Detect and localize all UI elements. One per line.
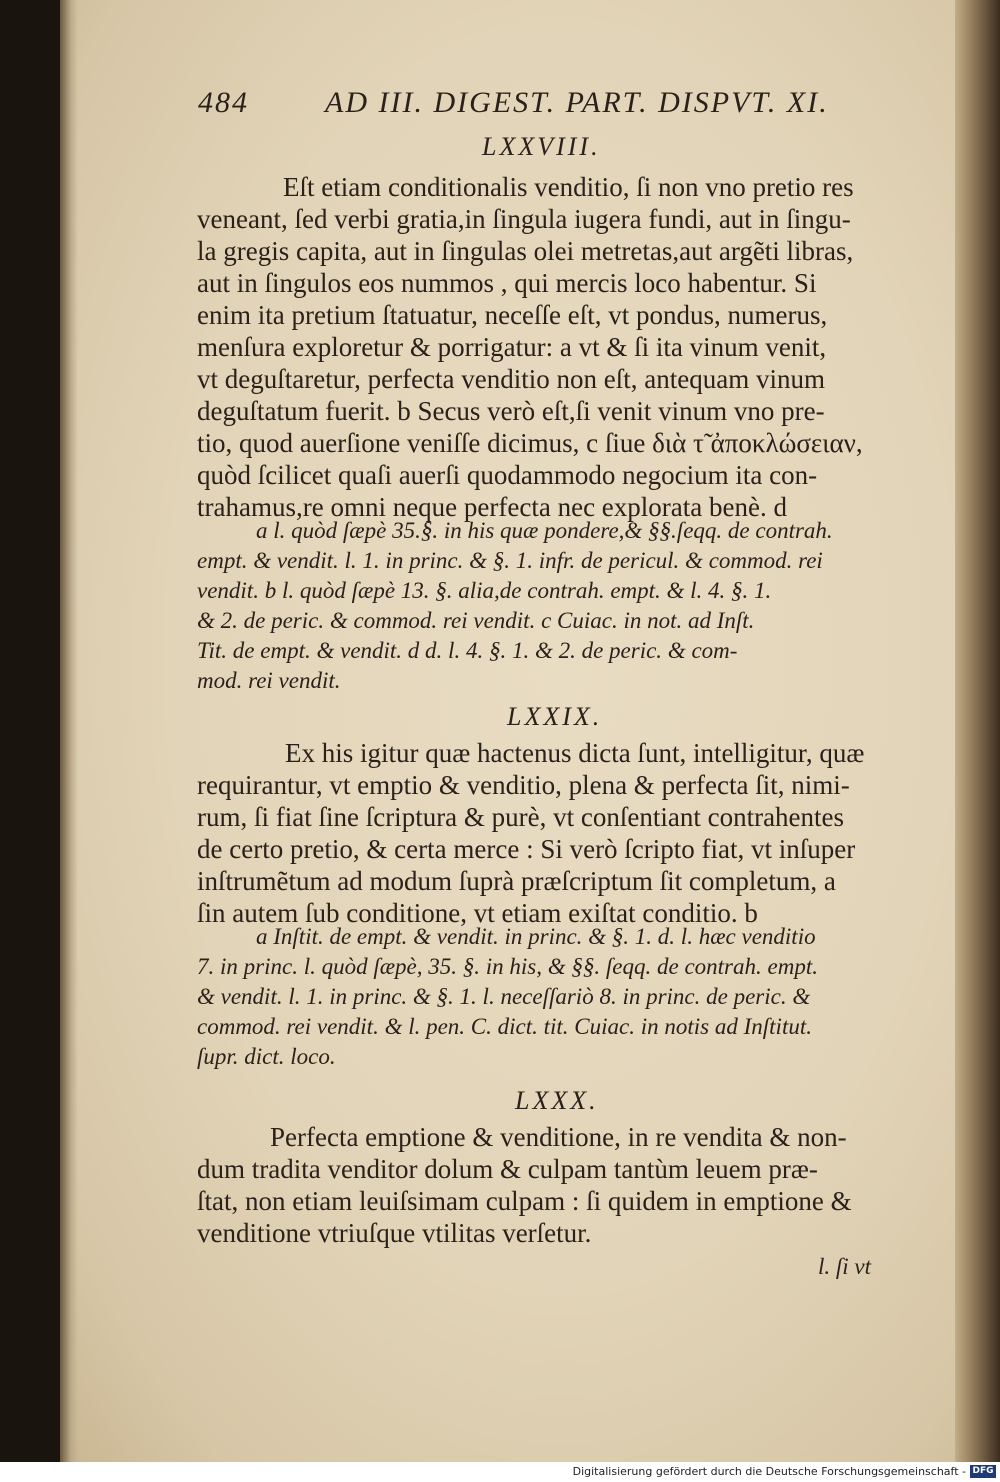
body-line: veneant, ſed verbi gratia,in ſingula iugera fundi, aut in ſingu- — [197, 204, 851, 234]
dfg-logo: DFG — [970, 1465, 996, 1478]
body-line: de certo pretio, & certa merce : Si verò ſcripto fiat, vt inſuper — [197, 834, 856, 864]
footnote-line: empt. & vendit. l. 1. in princ. & §. 1. infr. de pericul. & commod. rei — [197, 548, 823, 573]
body-line: menſura exploretur & porrigatur: a vt & ſi ita vinum venit, — [197, 332, 827, 362]
body-line: inſtrumẽtum ad modum ſuprà præſcriptum ſit completum, a — [197, 866, 836, 896]
footer-bar — [0, 1462, 1000, 1482]
footnote-line: mod. rei vendit. — [197, 668, 341, 693]
body-line: ſtat, non etiam leuiſsimam culpam : ſi quidem in emptione & — [197, 1186, 852, 1216]
body-line: tio, quod auerſione veniſſe dicimus, c ſiue διὰ τ̃ ἀποκλώσειαν, — [197, 428, 863, 458]
body-line: vt deguſtaretur, perfecta venditio non eſt, antequam vinum — [197, 364, 825, 394]
footnote-line: vendit. b l. quòd ſæpè 13. §. alia,de contrah. empt. & l. 4. §. 1. — [197, 578, 772, 603]
body-line: dum tradita venditor dolum & culpam tantùm leuem præ- — [197, 1154, 818, 1184]
body-line: aut in ſingulos eos nummos , qui mercis loco habentur. Si — [197, 268, 817, 298]
body-line: trahamus,re omni neque perfecta nec explorata benè. d — [197, 492, 787, 522]
body-line: requirantur, vt emptio & venditio, plena & perfecta ſit, nimi- — [197, 770, 850, 800]
body-line: la gregis capita, aut in ſingulas olei metretas,aut argẽti libras, — [197, 236, 854, 266]
section-heading: LXXIX. — [507, 702, 603, 731]
catchword: l. ſi vt — [818, 1254, 872, 1279]
body-line: rum, ſi fiat ſine ſcriptura & purè, vt conſentiant contrahentes — [197, 802, 845, 832]
page-number: 484 — [198, 86, 249, 119]
body-line: Ex his igitur quæ hactenus dicta ſunt, intelligitur, quæ — [285, 738, 865, 768]
page-right-edge — [955, 0, 1000, 1462]
footnote-line: a Inſtit. de empt. & vendit. in princ. & §. 1. d. l. hæc venditio — [256, 924, 816, 949]
body-line: enim ita pretium ſtatuatur, neceſſe eſt, vt pondus, numerus, — [197, 300, 828, 330]
footnote-line: a l. quòd ſæpè 35.§. in his quæ pondere,& §§.ſeqq. de contrah. — [256, 518, 833, 543]
footnote-line: ſupr. dict. loco. — [197, 1044, 336, 1069]
section-heading: LXXX. — [515, 1086, 599, 1115]
body-line: venditione vtriuſque vtilitas verſetur. — [197, 1218, 592, 1248]
body-line: quòd ſcilicet quaſi auerſi quodammodo negocium ita con- — [197, 460, 818, 490]
page-left-edge — [60, 0, 78, 1462]
footnote-line: & vendit. l. 1. in princ. & §. 1. l. neceſſariò 8. in princ. de peric. & — [197, 984, 811, 1009]
footer-credit: Digitalisierung gefördert durch die Deutsche Forschungsgemeinschaft - — [572, 1465, 966, 1478]
body-line: Eſt etiam conditionalis venditio, ſi non vno pretio res — [283, 172, 854, 202]
body-line: ſin autem ſub conditione, vt etiam exiſtat conditio. b — [197, 898, 758, 928]
section-heading: LXXVIII. — [482, 132, 601, 161]
running-title: AD III. DIGEST. PART. DISPVT. XI. — [325, 86, 829, 119]
body-line: Perfecta emptione & venditione, in re vendita & non- — [270, 1122, 847, 1152]
footnote-line: 7. in princ. l. quòd ſæpè, 35. §. in his, & §§. ſeqq. de contrah. empt. — [197, 954, 818, 979]
footnote-line: Tit. de empt. & vendit. d d. l. 4. §. 1. & 2. de peric. & com- — [197, 638, 738, 663]
body-line: deguſtatum fuerit. b Secus verò eſt,ſi venit vinum vno pre- — [197, 396, 825, 426]
footnote-line: commod. rei vendit. & l. pen. C. dict. tit. Cuiac. in notis ad Inſtitut. — [197, 1014, 812, 1039]
footnote-line: & 2. de peric. & commod. rei vendit. c Cuiac. in not. ad Inſt. — [197, 608, 755, 633]
